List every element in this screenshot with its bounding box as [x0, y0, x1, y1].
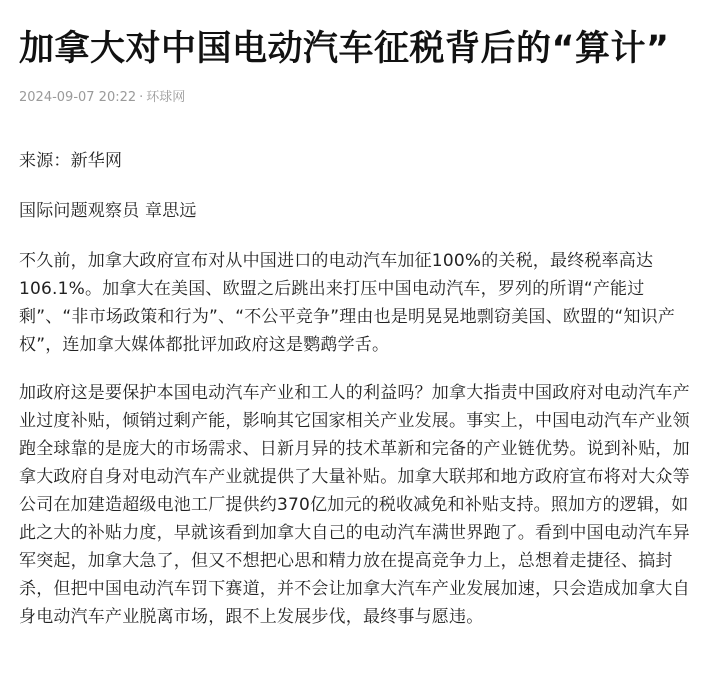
article-paragraph-1: 不久前，加拿大政府宣布对从中国进口的电动汽车加征100%的关税，最终税率高达106.1%。加拿大在美国、欧盟之后跳出来打压中国电动汽车，罗列的所谓“产能过剩”、“非市场政策和行为”、“不公平竞争”理由也是明晃晃地剽窃美国、欧盟的“知识产权”，连加拿大媒体都批评加政府这是鹦鹉学舌。	[19, 251, 676, 355]
meta-separator: ·	[139, 90, 144, 105]
article-paragraph-2: 加政府这是要保护本国电动汽车产业和工人的利益吗？加拿大指责中国政府对电动汽车产业过度补贴，倾销过剩产能，影响其它国家相关产业发展。事实上，中国电动汽车产业领跑全球靠的是庞大的市场需求、日新月异的技术革新和完备的产业链优势。说到补贴，加拿大政府自身对电动汽车产业就提供了大量补贴。加拿大联邦和地方政府宣布将对大众等公司在加建造超级电池工厂提供约370亿加元的税收减免和补贴支持。照加方的逻辑，如此之大的补贴力度，早就该看到加拿大自己的电动汽车满世界跑了。看到中国电动汽车异军突起，加拿大急了，但又不想把心思和精力放在提高竞争力上，总想着走捷径、搞封杀，但把中国电动汽车罚下赛道，并不会让加拿大汽车产业发展加速，只会造成加拿大自身电动汽车产业脱离市场，跟不上发展步伐，最终事与愿违。	[19, 383, 690, 627]
source-line: 来源：新华网	[19, 151, 123, 171]
author-line: 国际问题观察员 章思远	[19, 201, 197, 221]
publish-datetime: 2024-09-07 20:22	[19, 90, 137, 105]
publisher-name: 环球网	[146, 90, 186, 105]
article-meta	[19, 89, 697, 107]
article-title: 加拿大对中国电动汽车征税背后的“算计”	[19, 29, 670, 69]
